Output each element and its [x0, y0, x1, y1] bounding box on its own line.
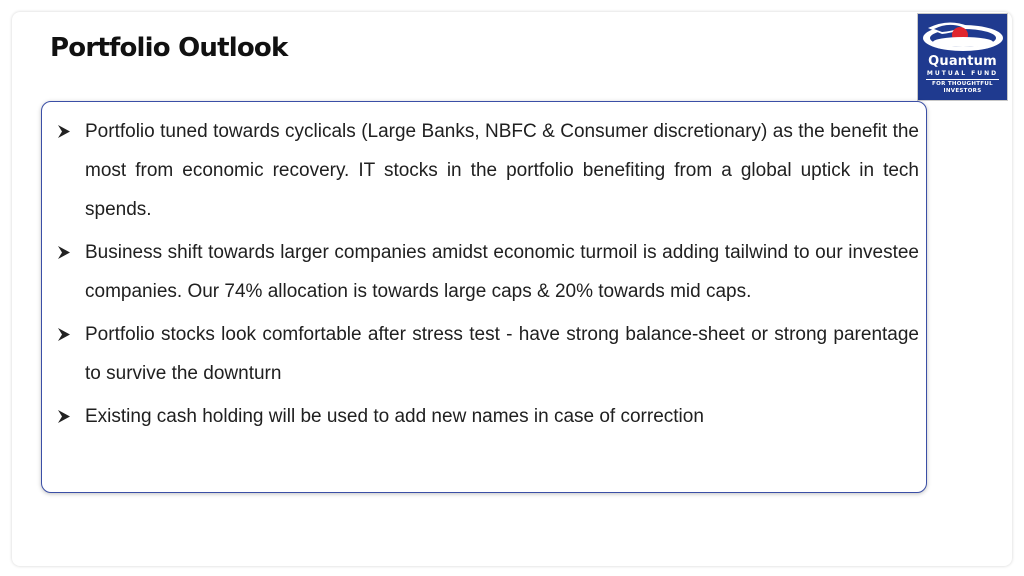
logo-tagline-line2: INVESTORS — [943, 88, 982, 94]
bullet-list — [57, 112, 919, 436]
logo-divider — [926, 79, 999, 80]
logo-emblem-icon — [918, 14, 1008, 54]
outlook-content-box — [41, 101, 927, 493]
bullet-item — [57, 315, 919, 393]
arrow-bullet-icon — [57, 233, 71, 272]
arrow-bullet-icon — [57, 112, 71, 151]
logo-tagline — [922, 81, 1003, 95]
quantum-logo — [917, 13, 1008, 101]
bullet-text: Portfolio stocks look comfortable after stress test - have strong balance-sheet or strong parentage to survive the downturn — [85, 324, 919, 384]
logo-sub-text: MUTUAL FUND — [926, 70, 999, 77]
logo-brand-text: Quantum — [928, 54, 997, 69]
bullet-item — [57, 112, 919, 229]
bullet-text: Portfolio tuned towards cyclicals (Large Banks, NBFC & Consumer discretionary) as the benefit the most from economic recovery. IT stocks in the portfolio benefiting from a global uptick in tech spends. — [85, 121, 919, 220]
arrow-bullet-icon — [57, 397, 71, 436]
bullet-item — [57, 397, 919, 436]
bullet-text: Business shift towards larger companies amidst economic turmoil is adding tailwind to our investee companies. Our 74% allocation is towards large caps & 20% towards mid caps. — [85, 242, 919, 302]
page-title: Portfolio Outlook — [50, 33, 288, 63]
arrow-bullet-icon — [57, 315, 71, 354]
bullet-text: Existing cash holding will be used to add new names in case of correction — [85, 406, 704, 427]
logo-tagline-line1: FOR THOUGHTFUL — [932, 81, 993, 87]
bullet-item — [57, 233, 919, 311]
